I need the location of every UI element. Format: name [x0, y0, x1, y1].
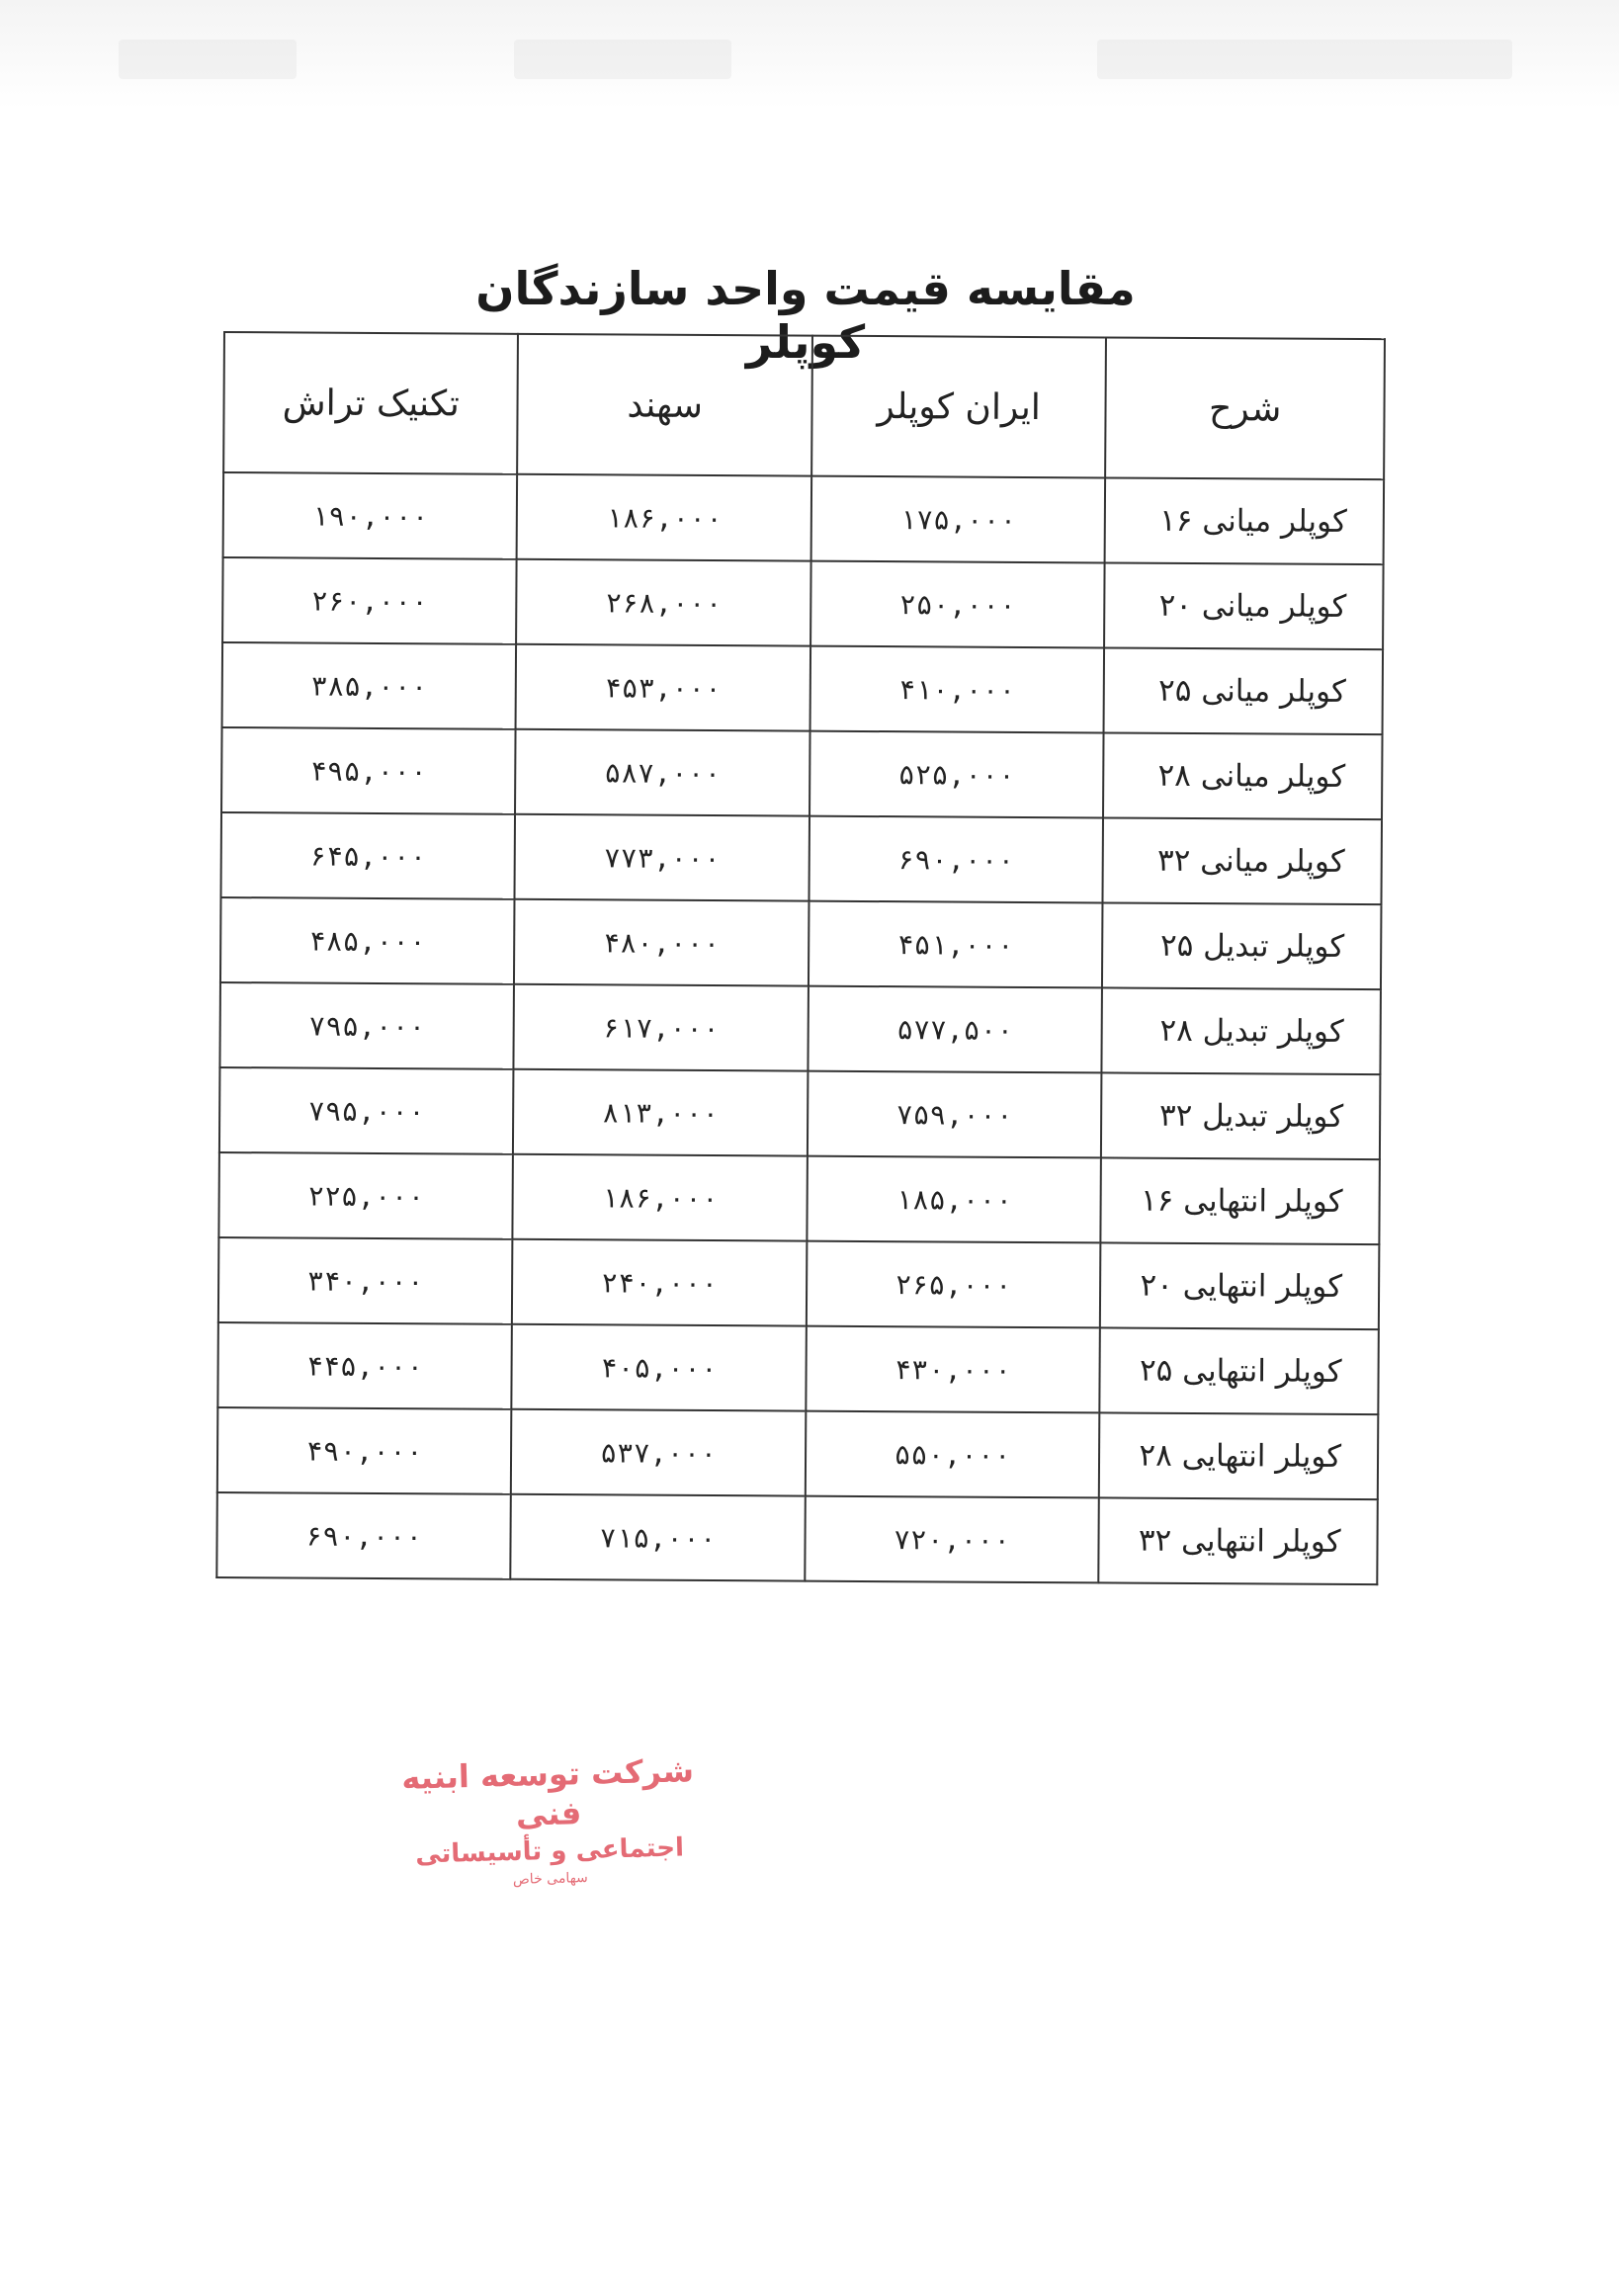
cell-description: کوپلر میانی ۳۲ [1103, 817, 1382, 904]
cell-description: کوپلر میانی ۲۵ [1104, 647, 1383, 734]
scan-smudge [1097, 40, 1512, 79]
header-iran-coupler: ایران کوپلر [811, 336, 1106, 478]
cell-description: کوپلر میانی ۲۸ [1103, 732, 1382, 819]
cell-iran-coupler: ۱۷۵,۰۰۰ [810, 476, 1105, 563]
cell-sahand: ۸۱۳,۰۰۰ [513, 1069, 808, 1156]
cell-iran-coupler: ۵۲۵,۰۰۰ [810, 731, 1104, 818]
cell-iran-coupler: ۷۲۰,۰۰۰ [805, 1496, 1099, 1583]
table-row [219, 982, 1381, 1074]
cell-sahand: ۴۰۵,۰۰۰ [512, 1324, 807, 1411]
cell-technik-tarash: ۳۸۵,۰۰۰ [222, 642, 517, 729]
cell-description: کوپلر انتهایی ۳۲ [1099, 1497, 1378, 1584]
cell-technik-tarash: ۳۴۰,۰۰۰ [218, 1237, 513, 1324]
stamp-line-2: اجتماعی و تأسیساتی [414, 1832, 685, 1870]
page-title: مقایسه قیمت واحد سازندگان کوپلر [475, 262, 1136, 369]
cell-sahand: ۴۸۰,۰۰۰ [514, 899, 809, 986]
cell-technik-tarash: ۴۸۵,۰۰۰ [220, 897, 515, 984]
cell-description: کوپلر انتهایی ۲۸ [1099, 1412, 1378, 1499]
cell-sahand: ۱۸۶,۰۰۰ [517, 474, 811, 561]
cell-sahand: ۷۷۳,۰۰۰ [515, 814, 810, 901]
stamp-line-1: شرکت توسعه ابنیه فنی [400, 1751, 695, 1833]
table-row [218, 1152, 1380, 1244]
cell-iran-coupler: ۵۷۷,۵۰۰ [808, 986, 1102, 1073]
cell-sahand: ۲۶۸,۰۰۰ [517, 559, 811, 646]
table-row [217, 1407, 1379, 1499]
cell-sahand: ۴۵۳,۰۰۰ [516, 644, 810, 731]
cell-description: کوپلر انتهایی ۲۵ [1100, 1327, 1379, 1414]
scan-shadow [0, 0, 1619, 109]
table-row [218, 1237, 1380, 1329]
cell-description: کوپلر تبدیل ۲۵ [1102, 902, 1381, 989]
header-description: شرح [1105, 337, 1385, 479]
cell-iran-coupler: ۲۶۵,۰۰۰ [807, 1241, 1101, 1328]
table-row [219, 1067, 1381, 1159]
cell-technik-tarash: ۶۴۵,۰۰۰ [220, 812, 515, 899]
cell-technik-tarash: ۴۹۰,۰۰۰ [217, 1407, 512, 1494]
table-header-row [223, 332, 1385, 479]
cell-iran-coupler: ۲۵۰,۰۰۰ [810, 561, 1105, 648]
table-row [222, 642, 1384, 734]
cell-description: کوپلر انتهایی ۱۶ [1101, 1157, 1380, 1244]
cell-iran-coupler: ۱۸۵,۰۰۰ [807, 1156, 1101, 1243]
cell-technik-tarash: ۲۶۰,۰۰۰ [222, 557, 517, 644]
table-row [221, 727, 1383, 819]
cell-technik-tarash: ۲۲۵,۰۰۰ [218, 1152, 513, 1239]
cell-technik-tarash: ۶۹۰,۰۰۰ [216, 1492, 511, 1579]
scan-smudge [119, 40, 297, 79]
cell-technik-tarash: ۴۹۵,۰۰۰ [221, 727, 516, 814]
table-row [216, 1492, 1378, 1584]
cell-iran-coupler: ۴۳۰,۰۰۰ [806, 1326, 1100, 1413]
cell-technik-tarash: ۱۹۰,۰۰۰ [223, 472, 518, 559]
cell-description: کوپلر میانی ۲۰ [1104, 562, 1383, 649]
cell-description: کوپلر تبدیل ۲۸ [1102, 987, 1381, 1074]
header-sahand: سهند [518, 334, 812, 476]
cell-iran-coupler: ۴۵۱,۰۰۰ [809, 901, 1103, 988]
company-stamp [380, 1750, 719, 1888]
cell-sahand: ۱۸۶,۰۰۰ [513, 1154, 808, 1241]
cell-description: کوپلر تبدیل ۳۲ [1101, 1072, 1380, 1159]
cell-sahand: ۵۸۷,۰۰۰ [515, 729, 810, 816]
cell-iran-coupler: ۷۵۹,۰۰۰ [808, 1071, 1102, 1158]
table-row [223, 472, 1385, 564]
cell-technik-tarash: ۷۹۵,۰۰۰ [219, 1067, 514, 1154]
cell-sahand: ۵۳۷,۰۰۰ [511, 1409, 806, 1496]
table-row [220, 897, 1382, 989]
table-row [222, 557, 1384, 649]
cell-iran-coupler: ۵۵۰,۰۰۰ [806, 1411, 1100, 1498]
cell-description: کوپلر میانی ۱۶ [1105, 477, 1384, 564]
cell-sahand: ۲۴۰,۰۰۰ [512, 1239, 807, 1326]
scan-smudge [514, 40, 731, 79]
cell-iran-coupler: ۶۹۰,۰۰۰ [809, 816, 1103, 903]
header-technik-tarash: تکنیک تراش [223, 332, 518, 474]
cell-sahand: ۷۱۵,۰۰۰ [511, 1494, 806, 1581]
cell-sahand: ۶۱۷,۰۰۰ [514, 984, 809, 1071]
table-row [217, 1322, 1379, 1414]
price-comparison-table [215, 331, 1386, 1585]
table-row [220, 812, 1382, 904]
stamp-line-3: سهامی خاص [512, 1869, 589, 1888]
cell-description: کوپلر انتهایی ۲۰ [1100, 1242, 1379, 1329]
cell-technik-tarash: ۷۹۵,۰۰۰ [219, 982, 514, 1069]
table-body [216, 472, 1384, 1584]
cell-iran-coupler: ۴۱۰,۰۰۰ [810, 646, 1104, 733]
cell-technik-tarash: ۴۴۵,۰۰۰ [217, 1322, 512, 1409]
